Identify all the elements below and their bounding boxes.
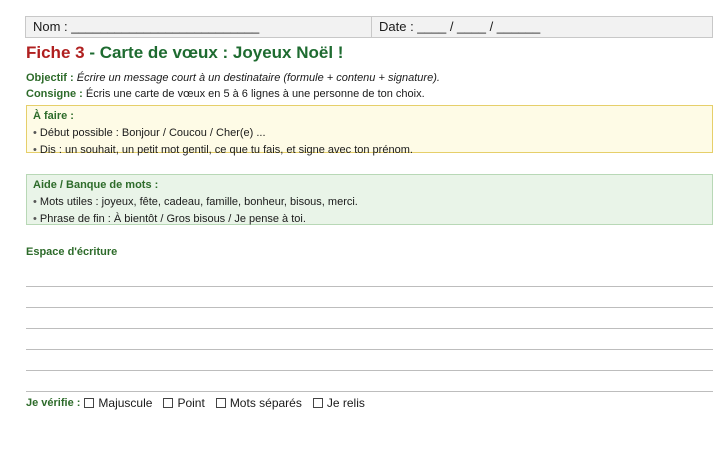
name-blank: __________________________: [71, 19, 260, 34]
check-je-relis[interactable]: [313, 395, 365, 411]
check-point[interactable]: [163, 395, 204, 411]
check-majuscule[interactable]: [84, 395, 152, 411]
aide-item-text: Mots utiles : joyeux, fête, cadeau, famille, bonheur, bisous, merci.: [39, 196, 358, 208]
afaire-item-text: Dis : un souhait, un petit mot gentil, ce que tu fais, et signe avec ton prénom.: [39, 144, 413, 156]
writing-line[interactable]: [26, 329, 713, 350]
page-title: [26, 41, 713, 65]
consigne-label: Consigne :: [26, 88, 86, 100]
writing-line[interactable]: [26, 266, 713, 287]
check-label: Point: [177, 396, 205, 410]
writing-line[interactable]: [26, 308, 713, 329]
header-row: [25, 16, 713, 38]
bullet-icon: •: [33, 196, 37, 208]
aide-title: Aide / Banque de mots :: [33, 179, 159, 191]
bullet-icon: •: [33, 144, 37, 156]
objectif-line: [26, 70, 713, 86]
name-field[interactable]: [26, 17, 372, 37]
consigne-text: Écris une carte de vœux en 5 à 6 lignes à une personne de ton choix.: [85, 88, 425, 100]
afaire-box: [26, 105, 713, 156]
objectif-text: Écrire un message court à un destinataire (formule + contenu + signature).: [76, 72, 440, 84]
afaire-item-text: Début possible : Bonjour / Coucou / Cher(e) ...: [39, 127, 266, 139]
check-label: Mots séparés: [229, 396, 302, 410]
date-label: Date :: [379, 19, 418, 34]
objectif-label: Objectif :: [26, 72, 77, 84]
checkbox-icon[interactable]: [84, 398, 94, 408]
writing-line[interactable]: [26, 287, 713, 308]
title-prefix: Fiche 3: [26, 43, 85, 62]
list-item: [33, 142, 705, 159]
checklist-label: Je vérifie :: [26, 397, 81, 409]
title-rest: - Carte de vœux : Joyeux Noël !: [84, 43, 344, 62]
list-item: [33, 211, 705, 228]
list-item: [33, 125, 705, 142]
writing-space-title: Espace d'écriture: [26, 246, 118, 258]
aide-box: [26, 174, 713, 225]
checkbox-icon[interactable]: [216, 398, 226, 408]
worksheet: [26, 16, 713, 411]
date-field[interactable]: [372, 17, 712, 37]
check-label: Majuscule: [98, 396, 153, 410]
aide-item-text: Phrase de fin : À bientôt / Gros bisous / Je pense à toi.: [39, 213, 306, 225]
date-blank: ____ / ____ / ______: [417, 19, 541, 34]
bullet-icon: •: [33, 213, 37, 225]
bullet-icon: •: [33, 127, 37, 139]
afaire-title: À faire :: [33, 110, 74, 122]
list-item: [33, 194, 705, 211]
writing-line[interactable]: [26, 350, 713, 371]
checkbox-icon[interactable]: [163, 398, 173, 408]
check-label: Je relis: [326, 396, 365, 410]
checkbox-icon[interactable]: [313, 398, 323, 408]
checklist: [26, 395, 713, 411]
check-mots-separes[interactable]: [216, 395, 302, 411]
writing-lines[interactable]: [26, 266, 713, 392]
name-label: Nom :: [33, 19, 72, 34]
writing-line[interactable]: [26, 371, 713, 392]
consigne-line: [26, 86, 713, 102]
